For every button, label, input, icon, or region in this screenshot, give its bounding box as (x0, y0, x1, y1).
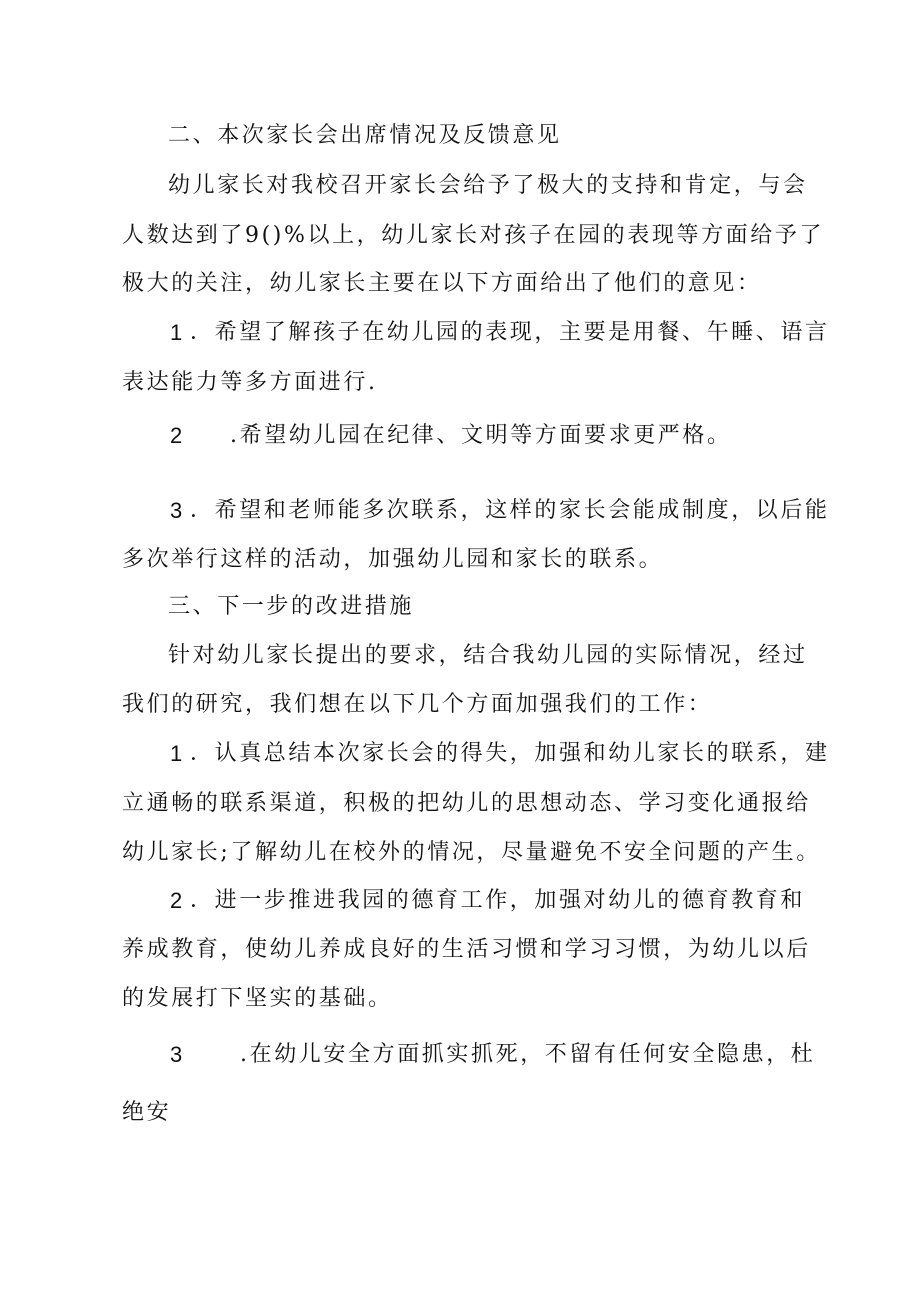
list-item-line: 养成教育，使幼儿养成良好的生活习惯和学习习惯，为幼儿以后 (122, 937, 811, 962)
list-item-line: 幼儿家长;了解幼儿在校外的情况，尽量避免不安全问题的产生。 (122, 840, 821, 865)
paragraph-line: 幼儿家长对我校召开家长会给予了极大的支持和肯定，与会 (168, 173, 808, 198)
list-item-number: 2 (170, 888, 185, 913)
list-item-line: ．进一步推进我园的德育工作，加强对幼儿的德育教育和 (190, 888, 806, 913)
list-item-line: 表达能力等多方面进行. (122, 370, 378, 395)
list-item-line: 立通畅的联系渠道，积极的把幼儿的思想动态、学习变化通报给 (122, 791, 811, 816)
list-item-number: 3 (170, 498, 185, 523)
list-item-line: ．认真总结本次家长会的得失，加强和幼儿家长的联系，建 (190, 741, 830, 766)
paragraph-line: 我们的研究，我们想在以下几个方面加强我们的工作： (122, 692, 713, 717)
list-item-line: 多次举行这样的活动，加强幼儿园和家长的联系。 (122, 547, 664, 572)
paragraph-line: 针对幼儿家长提出的要求，结合我幼儿园的实际情况，经过 (168, 643, 808, 668)
list-item-line: .希望幼儿园在纪律、文明等方面要求更严格。 (230, 423, 732, 448)
list-item-number: 2 (170, 423, 185, 448)
list-item-line: 的发展打下坚实的基础。 (122, 986, 393, 1011)
list-item-line: 绝安 (122, 1100, 172, 1125)
list-item-number: 1 (170, 320, 185, 345)
list-item-number: 1 (170, 741, 185, 766)
list-item-line: ．希望和老师能多次联系，这样的家长会能成制度，以后能 (190, 498, 830, 523)
paragraph-line: 人数达到了9()%以上，幼儿家长对孩子在园的表现等方面给予了 (122, 223, 825, 248)
section-heading-3: 三、下一步的改进措施 (168, 594, 415, 619)
list-item-number: 3 (170, 1042, 185, 1067)
list-item-line: ．希望了解孩子在幼儿园的表现，主要是用餐、午睡、语言 (190, 320, 830, 345)
paragraph-line: 极大的关注，幼儿家长主要在以下方面给出了他们的意见： (122, 271, 762, 296)
section-heading-2: 二、本次家长会出席情况及反馈意见 (168, 123, 562, 148)
list-item-line: .在幼儿安全方面抓实抓死，不留有任何安全隐患，杜 (240, 1042, 816, 1067)
